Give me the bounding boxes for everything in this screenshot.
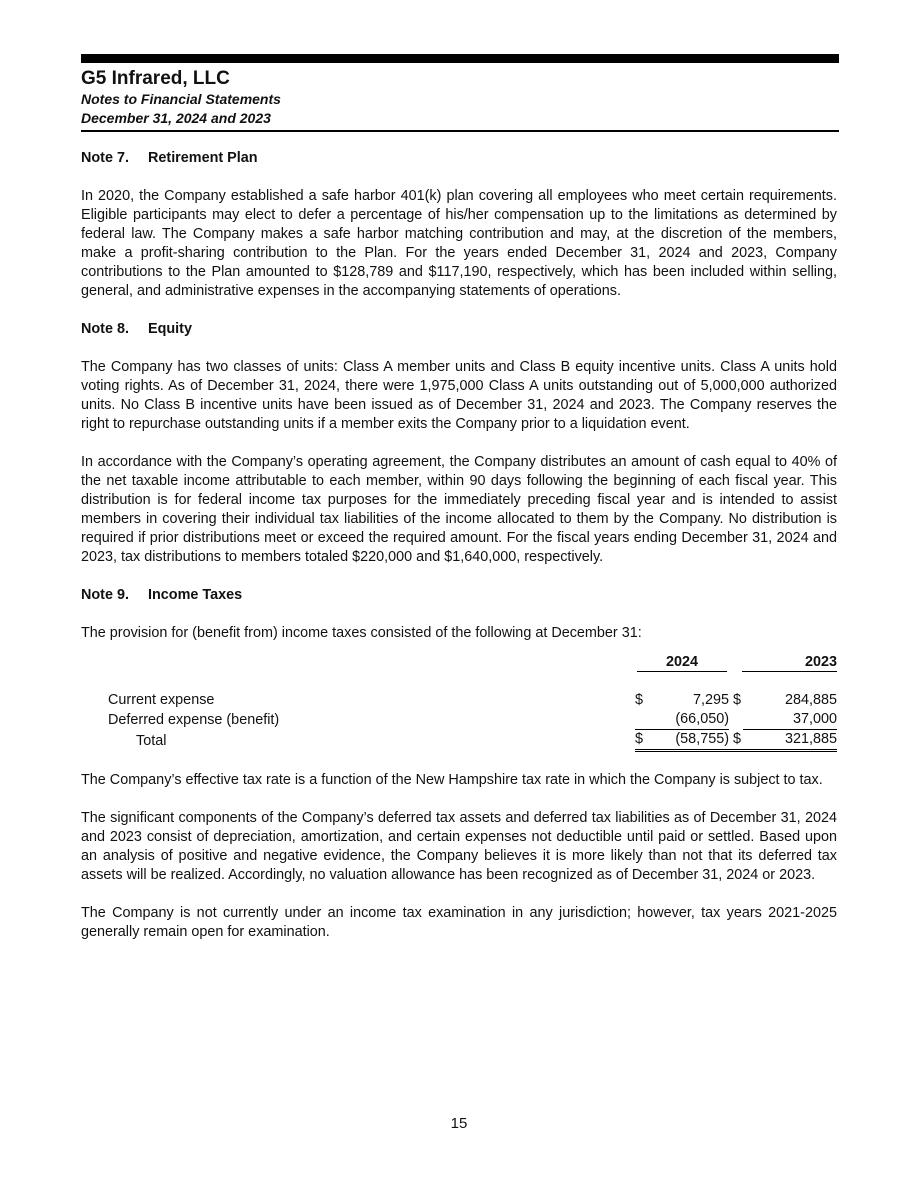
value-2023: 321,885	[743, 730, 837, 751]
currency-symbol: $	[635, 692, 644, 708]
header-top-bar	[81, 54, 839, 63]
note9-paragraph-3: The significant components of the Company’s deferred tax assets and deferred tax liabilities as of December 31, 2024 and 2023 consist of depreciation, amortization, and certain expenses not deductible until paid or settled. Based upon an analysis of positive and negative evidence, the Company believes it is more likely than not that its deferred tax assets will be realized. Accordingly, no valuation allowance has been recognized as of December 31, 2024 or 2023.	[81, 810, 837, 883]
page-content	[81, 149, 837, 961]
year-header-2023: 2023	[729, 653, 837, 672]
note8-number: Note 8.	[81, 321, 129, 337]
income-tax-table	[81, 653, 837, 752]
page-header	[81, 68, 839, 128]
row-label: Deferred expense (benefit)	[108, 711, 280, 728]
value-2024: (66,050)	[653, 710, 729, 730]
row-label: Current expense	[108, 692, 215, 708]
table-header-row	[81, 653, 837, 672]
table-row	[81, 691, 837, 710]
value-2024: 7,295	[692, 692, 729, 708]
currency-symbol	[729, 710, 743, 730]
note9-paragraph-2: The Company’s effective tax rate is a function of the New Hampshire tax rate in which the Company is subject to tax.	[81, 772, 823, 788]
value-2023: 37,000	[743, 710, 837, 730]
note7-title: Retirement Plan	[148, 150, 258, 166]
table-row	[81, 710, 837, 730]
value-2023: 284,885	[784, 692, 837, 708]
note7-number: Note 7.	[81, 150, 129, 166]
note7-heading	[81, 149, 837, 168]
note9-number: Note 9.	[81, 587, 129, 603]
year-header-2024: 2024	[635, 653, 729, 672]
currency-symbol: $	[635, 730, 653, 751]
currency-symbol: $	[729, 730, 743, 751]
row-label: Total	[136, 732, 167, 749]
company-name: G5 Infrared, LLC	[81, 68, 230, 89]
note9-heading	[81, 586, 837, 605]
currency-symbol: $	[733, 692, 742, 708]
note7-paragraph-1: In 2020, the Company established a safe harbor 401(k) plan covering all employees who meet certain requirements. Eligible participants may elect to defer a percentage of his/her compensation up to the limitations as determined by federal law. The Company makes a safe harbor matching contribution and may, at the discretion of the members, make a profit-sharing contribution to the Plan. For the years ended December 31, 2024 and 2023, Company contributions to the Plan amounted to $128,789 and $117,190, respectively, which has been included within selling, general, and administrative expenses in the accompanying statements of operations.	[81, 188, 837, 299]
note8-heading	[81, 320, 837, 339]
note9-intro: The provision for (benefit from) income taxes consisted of the following at December 31:	[81, 625, 642, 641]
page-number: 15	[450, 1115, 468, 1132]
note9-title: Income Taxes	[148, 587, 243, 603]
note8-title: Equity	[148, 321, 192, 337]
header-rule	[81, 130, 839, 132]
note8-paragraph-2: In accordance with the Company’s operating agreement, the Company distributes an amount of cash equal to 40% of the net taxable income attributable to each member, within 90 days following the beginning of each fiscal year. This distribution is for federal income tax purposes for the immediately preceding fiscal year and is intended to assist members in covering their individual tax liabilities of the income allocated to them by the Company. No distribution is required if prior distributions meet or exceed the required amount. For the fiscal years ending December 31, 2024 and 2023, tax distributions to members totaled $220,000 and $1,640,000, respectively.	[81, 454, 837, 565]
document-subtitle: Notes to Financial Statements	[81, 91, 281, 107]
note9-paragraph-4: The Company is not currently under an income tax examination in any jurisdiction; however, tax years 2021-2025 generally remain open for examination.	[81, 905, 837, 940]
note8-paragraph-1: The Company has two classes of units: Class A member units and Class B equity incentive units. Class A units hold voting rights. As of December 31, 2024, there were 1,975,000 Class A units outstanding out of 5,000,000 authorized units. No Class B incentive units have been issued as of December 31, 2024 and 2023. The Company reserves the right to repurchase outstanding units if a member exits the Company prior to a liquidation event.	[81, 359, 837, 432]
value-2024: (58,755)	[653, 730, 729, 751]
table-row	[81, 730, 837, 751]
document-period: December 31, 2024 and 2023	[81, 110, 271, 126]
currency-symbol	[635, 710, 653, 730]
